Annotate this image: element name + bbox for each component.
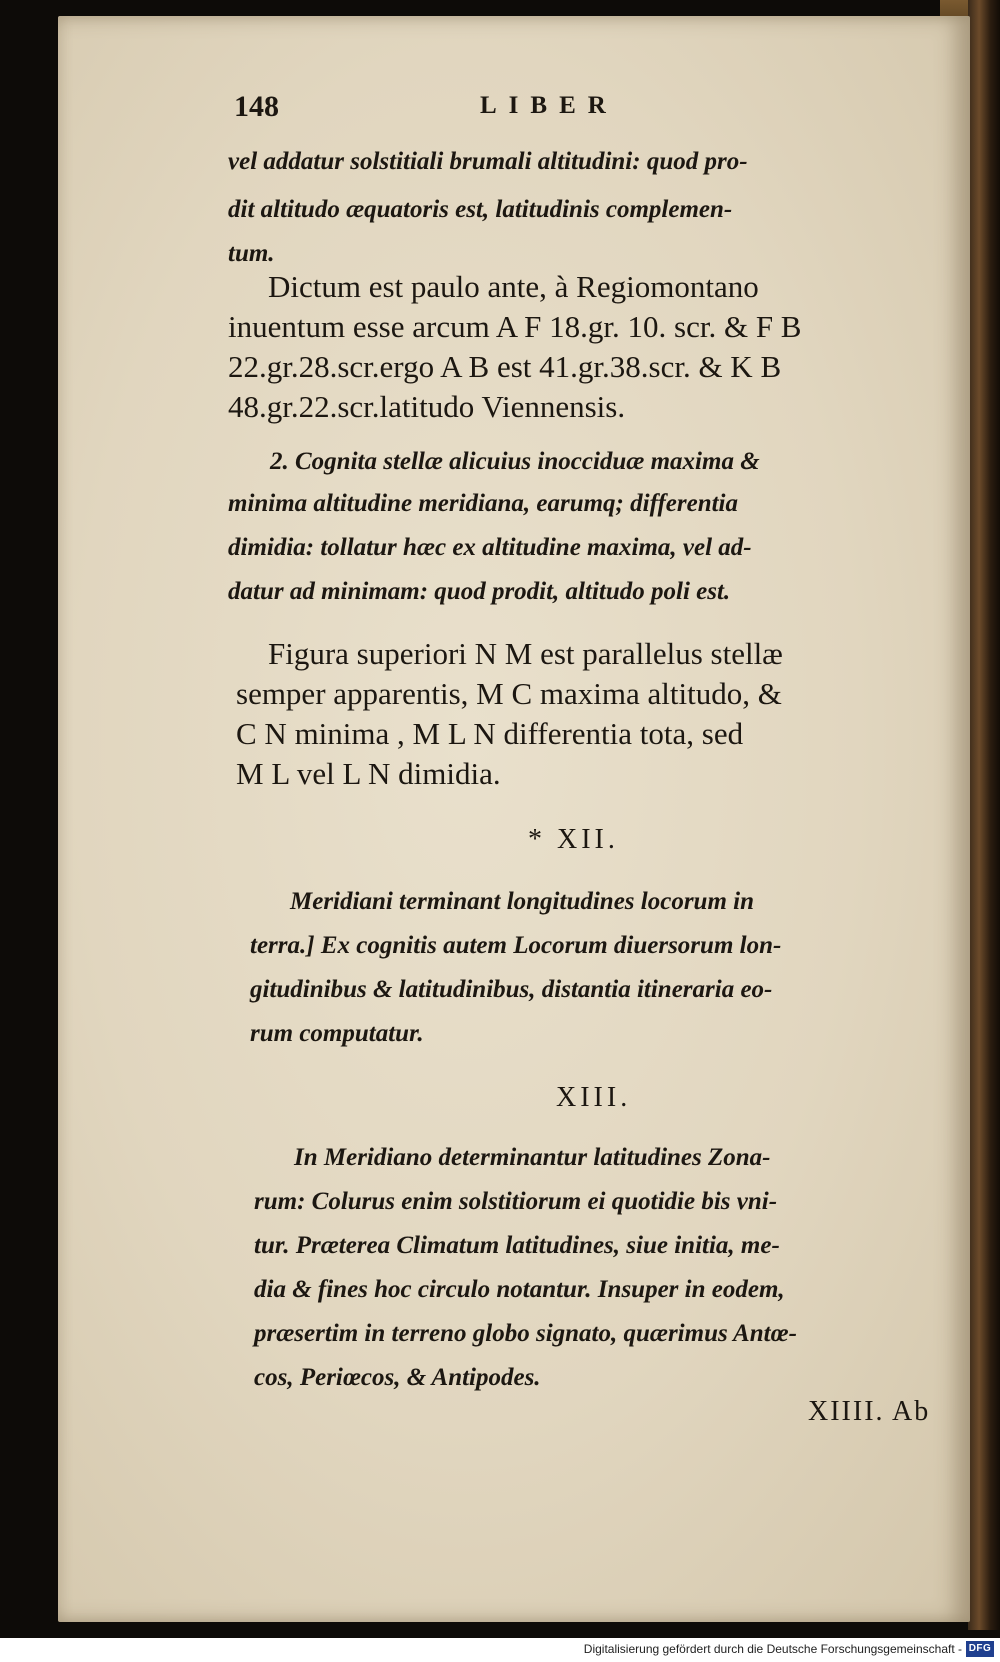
section-heading: XIII. xyxy=(556,1082,632,1113)
text-line: dia & fines hoc circulo notantur. Insuper in eodem, xyxy=(254,1276,785,1303)
text-line: terra.] Ex cognitis autem Locorum diuersorum lon- xyxy=(250,932,782,959)
text-line: datur ad minimam: quod prodit, altitudo poli est. xyxy=(228,578,731,605)
text-line: tur. Præterea Climatum latitudines, siue initia, me- xyxy=(254,1232,780,1259)
text-line: vel addatur solstitiali brumali altitudini: quod pro- xyxy=(228,148,748,175)
catchword: XIIII. Ab xyxy=(808,1396,931,1427)
text-line: semper apparentis, M C maxima altitudo, & xyxy=(236,676,782,711)
text-line: rum: Colurus enim solstitiorum ei quotidie bis vni- xyxy=(254,1188,778,1215)
text-line: gitudinibus & latitudinibus, distantia itineraria eo- xyxy=(250,976,773,1003)
text-line: In Meridiano determinantur latitudines Zona- xyxy=(294,1144,771,1171)
text-line: dimidia: tollatur hæc ex altitudine maxima, vel ad- xyxy=(228,534,752,561)
text-line: Meridiani terminant longitudines locorum in xyxy=(290,888,755,915)
book-page xyxy=(58,16,970,1622)
text-line: præsertim in terreno globo signato, quærimus Antœ- xyxy=(254,1320,797,1347)
text-line: minima altitudine meridiana, earumq; differentia xyxy=(228,490,738,517)
book-binding-edge xyxy=(968,0,1000,1630)
text-line: 2. Cognita stellæ alicuius inocciduæ maxima & xyxy=(270,448,760,475)
text-line: M L vel L N dimidia. xyxy=(236,756,501,791)
text-line: rum computatur. xyxy=(250,1020,424,1047)
text-line: Figura superiori N M est parallelus stellæ xyxy=(268,636,783,671)
text-line: 22.gr.28.scr.ergo A B est 41.gr.38.scr. & K B xyxy=(228,349,782,384)
text-line: tum. xyxy=(228,240,275,267)
text-line: dit altitudo æquatoris est, latitudinis complemen- xyxy=(228,196,733,223)
running-title: LIBER xyxy=(480,92,618,119)
text-line: cos, Periœcos, & Antipodes. xyxy=(254,1364,541,1391)
text-line: Dictum est paulo ante, à Regiomontano xyxy=(268,269,759,304)
page-number: 148 xyxy=(234,90,279,123)
section-heading: * XII. xyxy=(528,824,619,855)
dfg-logo: DFG xyxy=(966,1641,994,1657)
text-line: C N minima , M L N differentia tota, sed xyxy=(236,716,744,751)
text-line: inuentum esse arcum A F 18.gr. 10. scr. & F B xyxy=(228,309,802,344)
digitization-credit: Digitalisierung gefördert durch die Deutsche Forschungsgemeinschaft - xyxy=(583,1642,962,1656)
text-line: 48.gr.22.scr.latitudo Viennensis. xyxy=(228,389,626,424)
